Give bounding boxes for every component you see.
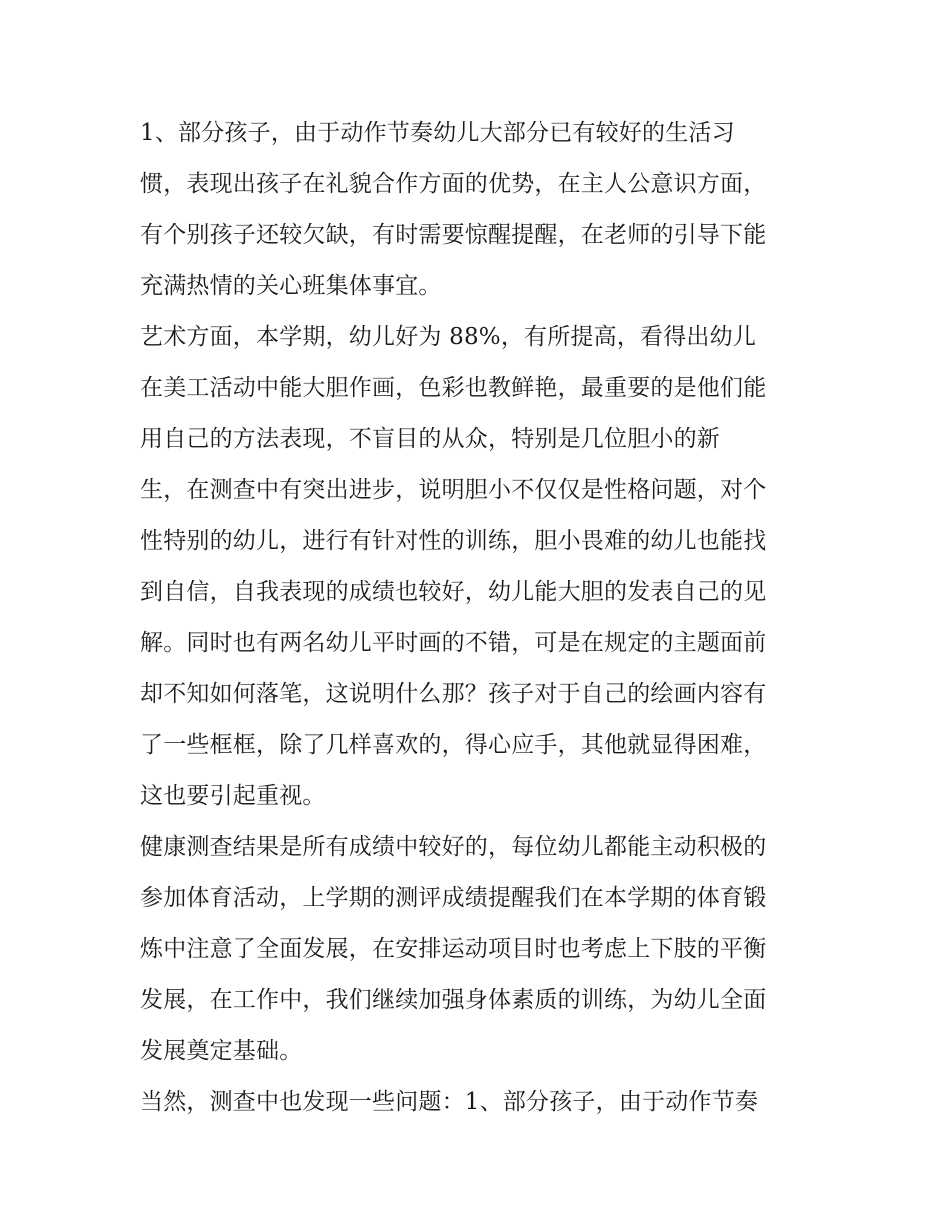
text-line: 用自己的方法表现，不盲目的从众，特别是几位胆小的新 xyxy=(140,426,720,452)
text-line: 有个别孩子还较欠缺，有时需要惊醒提醒，在老师的引导下能 xyxy=(140,222,767,248)
text-line: 在美工活动中能大胆作画，色彩也教鲜艳，最重要的是他们能 xyxy=(140,375,767,401)
text-line: 解。同时也有两名幼儿平时画的不错，可是在规定的主题面前 xyxy=(140,630,767,656)
text-line: 1、部分孩子，由于动作节奏幼儿大部分已有较好的生活习 xyxy=(140,120,735,146)
text-line: 发展奠定基础。 xyxy=(140,1038,303,1064)
paragraph-habits xyxy=(140,108,820,312)
text-line: 这也要引起重视。 xyxy=(140,783,326,809)
text-line: 当然，测查中也发现一些问题：1、部分孩子，由于动作节奏 xyxy=(140,1089,759,1115)
text-line: 生，在测查中有突出进步，说明胆小不仅仅是性格问题，对个 xyxy=(140,477,767,503)
paragraph-problems xyxy=(140,1077,820,1128)
text-line: 发展，在工作中，我们继续加强身体素质的训练，为幼儿全面 xyxy=(140,987,767,1013)
paragraph-art xyxy=(140,312,820,822)
text-line: 了一些框框，除了几样喜欢的，得心应手，其他就显得困难， xyxy=(140,732,767,758)
text-line: 艺术方面，本学期，幼儿好为 88%，有所提高，看得出幼儿 xyxy=(140,324,757,350)
document-body xyxy=(140,108,820,1128)
paragraph-health xyxy=(140,822,820,1077)
text-line: 性特别的幼儿，进行有针对性的训练，胆小畏难的幼儿也能找 xyxy=(140,528,767,554)
text-line: 参加体育活动，上学期的测评成绩提醒我们在本学期的体育锻 xyxy=(140,885,767,911)
text-line: 炼中注意了全面发展，在安排运动项目时也考虑上下肢的平衡 xyxy=(140,936,767,962)
text-line: 充满热情的关心班集体事宜。 xyxy=(140,273,442,299)
text-line: 健康测查结果是所有成绩中较好的，每位幼儿都能主动积极的 xyxy=(140,834,767,860)
text-line: 却不知如何落笔，这说明什么那？孩子对于自己的绘画内容有 xyxy=(140,681,767,707)
text-line: 到自信，自我表现的成绩也较好，幼儿能大胆的发表自己的见 xyxy=(140,579,767,605)
text-line: 惯，表现出孩子在礼貌合作方面的优势，在主人公意识方面， xyxy=(140,171,767,197)
